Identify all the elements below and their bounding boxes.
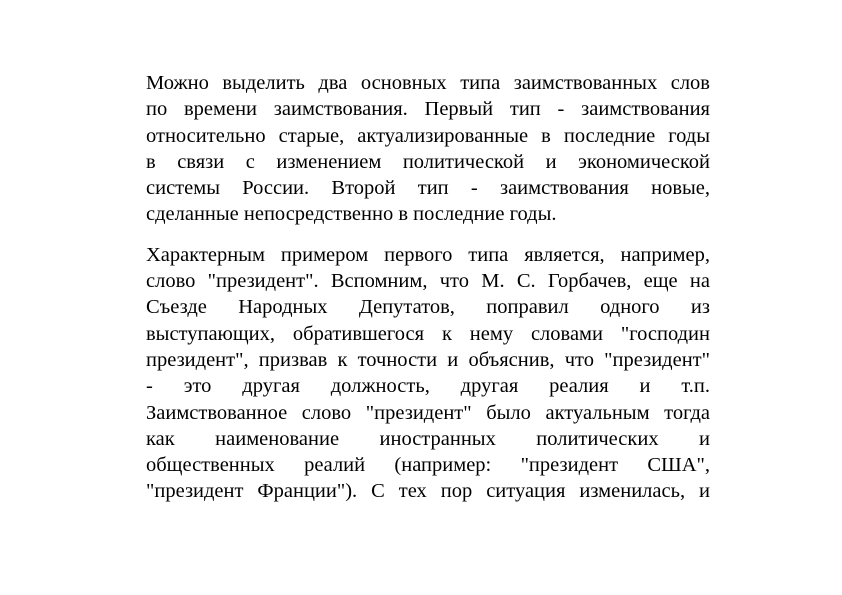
text-line: относительно старые, актуализированные в последние годы [146,124,710,147]
text-line: слово "президент". Вспомним, что М. С. Горбачев, еще на [146,270,710,293]
paragraph-2 [146,242,710,505]
body-text [146,70,710,505]
text-line: выступающих, обратившегося к нему словами "господин [146,322,710,345]
text-line: сделанные непосредственно в последние годы. [146,203,557,226]
text-line: по времени заимствования. Первый тип - заимствования [146,98,710,121]
paragraph-spacer [146,228,710,242]
text-line: - это другая должность, другая реалия и т.п. [146,375,710,398]
text-line: в связи с изменением политической и экономической [146,150,710,173]
text-line: системы России. Второй тип - заимствования новые, [146,177,710,200]
text-line: Характерным примером первого типа является, например, [146,243,710,266]
text-line: "президент Франции"). С тех пор ситуация изменилась, и [146,480,710,503]
text-line: Заимствованное слово "президент" было актуальным тогда [146,401,710,424]
text-line: Съезде Народных Депутатов, поправил одного из [146,296,710,319]
paragraph-1 [146,70,710,228]
text-line: общественных реалий (например: "президент США", [146,454,710,477]
text-line: как наименование иностранных политических и [146,427,710,450]
text-line: Можно выделить два основных типа заимствованных слов [146,72,710,94]
text-line: президент", призвав к точности и объяснив, что "президент" [146,348,710,371]
